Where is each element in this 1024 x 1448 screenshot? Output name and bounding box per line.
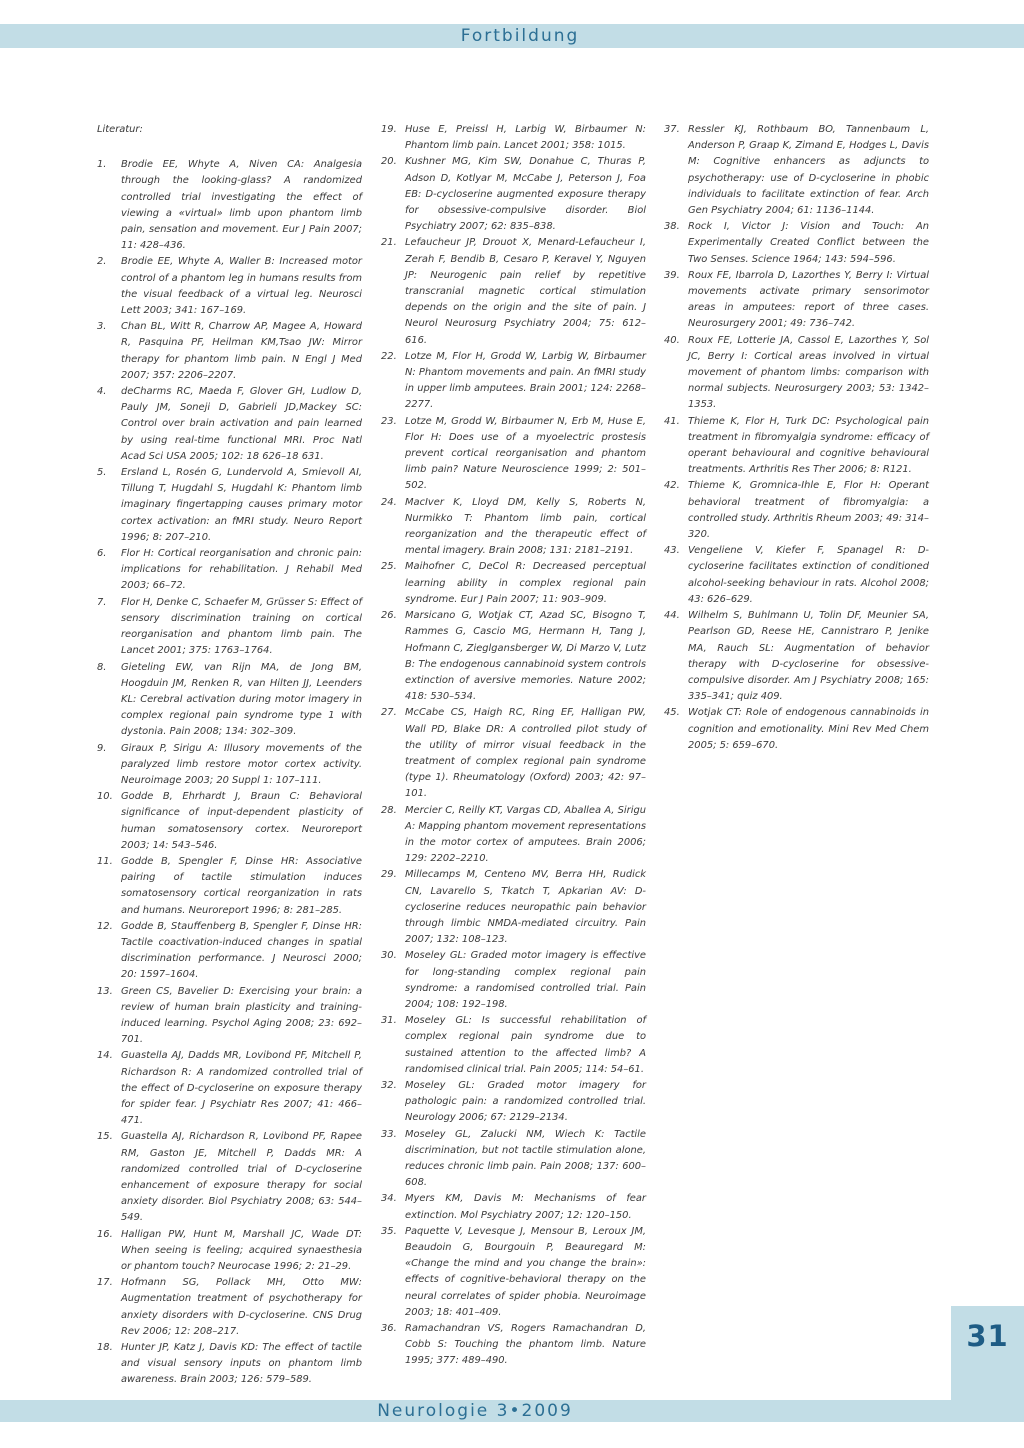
reference-item bbox=[97, 1048, 362, 1129]
reference-item bbox=[97, 854, 362, 919]
reference-text: Huse E, Preissl H, Larbig W, Birbaumer N: Phantom limb pain. Lancet 2001; 358: 1015. bbox=[405, 124, 646, 152]
reference-item bbox=[381, 235, 646, 348]
reference-text: Thieme K, Flor H, Turk DC: Psychological pain treatment in fibromyalgia syndrome: efficacy of operant behavioural and cognitive behavioural treatments. Arthritis Res Ther 2006; 8: R121. bbox=[688, 415, 929, 476]
references-column-2 bbox=[381, 122, 646, 1370]
reference-number: 15. bbox=[97, 1131, 113, 1143]
reference-text: Hunter JP, Katz J, Davis KD: The effect of tactile and visual sensory inputs on phantom limb awareness. Brain 2003; 126: 579–589. bbox=[121, 1342, 362, 1386]
reference-text: Flor H: Cortical reorganisation and chronic pain: implications for rehabilitation. J Rehabil Med 2003; 66–72. bbox=[121, 548, 362, 592]
reference-text: Godde B, Ehrhardt J, Braun C: Behavioral significance of input-dependent plasticity of human somatosensory cortex. Neuroreport 2003; 14: 543–546. bbox=[121, 791, 362, 851]
reference-number: 23. bbox=[381, 415, 397, 427]
reference-number: 2. bbox=[97, 256, 107, 268]
reference-number: 32. bbox=[381, 1079, 397, 1091]
reference-number: 8. bbox=[97, 661, 107, 673]
reference-item bbox=[381, 1191, 646, 1223]
reference-text: Moseley GL: Graded motor imagery for pathologic pain: a randomized controlled trial. Neurology 2006; 67: 2129–2134. bbox=[405, 1079, 646, 1124]
reference-text: Mercier C, Reilly KT, Vargas CD, Aballea A, Sirigu A: Mapping phantom movement representations in the motor cortex of amputees. Brain 2006; 129: 2202–2210. bbox=[405, 804, 646, 865]
reference-item bbox=[97, 919, 362, 984]
reference-number: 35. bbox=[381, 1225, 397, 1237]
references-column-3 bbox=[664, 122, 929, 754]
reference-text: Wotjak CT: Role of endogenous cannabinoids in cognition and emotionality. Mini Rev Med Chem 2005; 5: 659–670. bbox=[688, 707, 929, 751]
reference-item bbox=[664, 705, 929, 754]
reference-item bbox=[381, 414, 646, 495]
reference-number: 28. bbox=[381, 804, 397, 816]
references-column-1 bbox=[97, 122, 362, 1389]
reference-number: 16. bbox=[97, 1228, 113, 1240]
reference-item bbox=[664, 414, 929, 479]
reference-item bbox=[664, 543, 929, 608]
reference-text: Lefaucheur JP, Drouot X, Menard-Lefaucheur I, Zerah F, Bendib B, Cesaro P, Keravel Y, Nguyen JP: Neurogenic pain relief by repetitive transcranial magnetic cortical stimulation depends on the origin and the site of pain. J Neurol Neurosurg Psychiatry 2004; 75: 612–616. bbox=[405, 237, 646, 346]
reference-item bbox=[97, 546, 362, 595]
reference-text: Millecamps M, Centeno MV, Berra HH, Rudick CN, Lavarello S, Tkatch T, Apkarian AV: D-cycloserine reduces neuropathic pain behavior through limbic NMDA-mediated circuitry. Pain 2007; 132: 108–123. bbox=[405, 869, 646, 946]
reference-item bbox=[381, 1078, 646, 1127]
reference-item bbox=[664, 219, 929, 268]
reference-text: Halligan PW, Hunt M, Marshall JC, Wade DT: When seeing is feeling; acquired synaesthesia or phantom touch? Neurocase 1996; 2: 21–29. bbox=[121, 1228, 362, 1273]
reference-item bbox=[381, 867, 646, 948]
reference-text: Thieme K, Gromnica-Ihle E, Flor H: Operant behavioral treatment of fibromyalgia: a controlled study. Arthritis Rheum 2003; 49: 314–320. bbox=[688, 480, 929, 541]
reference-item bbox=[97, 157, 362, 254]
references-heading: Literatur: bbox=[97, 124, 143, 135]
reference-number: 30. bbox=[381, 950, 397, 962]
reference-item bbox=[97, 1275, 362, 1340]
footer-band bbox=[0, 1400, 1024, 1422]
reference-text: Paquette V, Levesque J, Mensour B, Leroux JM, Beaudoin G, Bourgouin P, Beauregard M: «Change the mind and you change the brain»: effects of cognitive-behavioral therapy on the neural correlates of spider phobia. Neuroimage 2003; 18: 401–409. bbox=[405, 1225, 646, 1318]
reference-text: Roux FE, Ibarrola D, Lazorthes Y, Berry I: Virtual movements activate primary sensorimotor areas in amputees: report of three cases. Neurosurgery 2001; 49: 736–742. bbox=[688, 269, 929, 330]
reference-text: Godde B, Stauffenberg B, Spengler F, Dinse HR: Tactile coactivation-induced changes in spatial discrimination performance. J Neurosci 2000; 20: 1597–1604. bbox=[121, 920, 362, 981]
reference-number: 12. bbox=[97, 920, 113, 932]
reference-number: 43. bbox=[664, 545, 680, 557]
reference-item bbox=[97, 384, 362, 465]
reference-text: Green CS, Bavelier D: Exercising your brain: a review of human brain plasticity and training-induced learning. Psychol Aging 2008; 23: 692–701. bbox=[121, 985, 362, 1046]
reference-text: MacIver K, Lloyd DM, Kelly S, Roberts N, Nurmikko T: Phantom limb pain, cortical reorganization and the therapeutic effect of mental imagery. Brain 2008; 131: 2181–2191. bbox=[405, 496, 646, 557]
page-number: 31 bbox=[966, 1319, 1009, 1353]
reference-item bbox=[381, 495, 646, 560]
reference-item bbox=[97, 254, 362, 319]
reference-text: Rock I, Victor J: Vision and Touch: An Experimentally Created Conflict between the Two Senses. Science 1964; 143: 594–596. bbox=[688, 221, 929, 265]
reference-text: Vengeliene V, Kiefer F, Spanagel R: D-cycloserine facilitates extinction of conditioned alcohol-seeking behaviour in rats. Alcohol 2008; 43: 626–629. bbox=[688, 545, 929, 605]
reference-number: 5. bbox=[97, 467, 107, 479]
reference-item bbox=[381, 349, 646, 414]
header-band bbox=[0, 24, 1024, 48]
reference-number: 10. bbox=[97, 791, 113, 803]
reference-item bbox=[381, 1127, 646, 1192]
reference-text: Marsicano G, Wotjak CT, Azad SC, Bisogno T, Rammes G, Cascio MG, Hermann H, Tang J, Hofmann C, Zieglgansberger W, Di Marzo V, Lutz B: The endogenous cannabinoid system controls extinction of aversive memories. Nature 2002; 418: 530–534. bbox=[405, 610, 646, 703]
reference-item bbox=[664, 122, 929, 219]
reference-number: 44. bbox=[664, 610, 680, 622]
reference-number: 24. bbox=[381, 496, 397, 508]
reference-text: McCabe CS, Haigh RC, Ring EF, Halligan PW, Wall PD, Blake DR: A controlled pilot study of the utility of mirror visual feedback in the treatment of complex regional pain syndrome (type 1). Rheumatology (Oxford) 2003; 42: 97–101. bbox=[405, 707, 646, 800]
reference-item bbox=[97, 789, 362, 854]
reference-text: Flor H, Denke C, Schaefer M, Grüsser S: Effect of sensory discrimination training on cortical reorganisation and phantom limb pain. The Lancet 2001; 375: 1763–1764. bbox=[121, 596, 362, 657]
reference-number: 41. bbox=[664, 415, 680, 427]
reference-text: Myers KM, Davis M: Mechanisms of fear extinction. Mol Psychiatry 2007; 12: 120–150. bbox=[405, 1193, 646, 1221]
reference-number: 45. bbox=[664, 707, 680, 719]
reference-item bbox=[97, 1129, 362, 1226]
reference-text: Ramachandran VS, Rogers Ramachandran D, Cobb S: Touching the phantom limb. Nature 1995; 377: 489–490. bbox=[405, 1323, 646, 1367]
reference-text: Moseley GL, Zalucki NM, Wiech K: Tactile discrimination, but not tactile stimulation alone, reduces chronic limb pain. Pain 2008; 137: 600–608. bbox=[405, 1128, 646, 1189]
reference-number: 26. bbox=[381, 610, 397, 622]
reference-text: Kushner MG, Kim SW, Donahue C, Thuras P, Adson D, Kotlyar M, McCabe J, Peterson J, Foa EB: D-cycloserine augmented exposure therapy for obsessive-compulsive disorder. Biol Psychiatry 2007; 62: 835–838. bbox=[405, 156, 646, 233]
reference-text: deCharms RC, Maeda F, Glover GH, Ludlow D, Pauly JM, Soneji D, Gabrieli JD,Mackey SC: Control over brain activation and pain learned by using real-time functional MRI. Proc Natl Acad Sci USA 2005; 102: 18 626–18 631. bbox=[121, 386, 362, 462]
reference-number: 20. bbox=[381, 156, 397, 168]
reference-number: 33. bbox=[381, 1128, 397, 1140]
reference-number: 6. bbox=[97, 548, 107, 560]
reference-item bbox=[381, 608, 646, 705]
reference-number: 21. bbox=[381, 237, 397, 249]
reference-text: Guastella AJ, Dadds MR, Lovibond PF, Mitchell P, Richardson R: A randomized controlled trial of the effect of D-cycloserine on exposure therapy for spider fear. J Psychiatr Res 2007; 41: 466–471. bbox=[121, 1050, 362, 1127]
page-number-block bbox=[951, 1306, 1024, 1400]
journal-issue: Neurologie 3•2009 bbox=[377, 1401, 573, 1421]
reference-text: Maihofner C, DeCol R: Decreased perceptual learning ability in complex regional pain syndrome. Eur J Pain 2007; 11: 903–909. bbox=[405, 561, 646, 605]
reference-item bbox=[97, 319, 362, 384]
reference-number: 42. bbox=[664, 480, 680, 492]
reference-text: Chan BL, Witt R, Charrow AP, Magee A, Howard R, Pasquina PF, Heilman KM,Tsao JW: Mirror therapy for phantom limb pain. N Engl J Med 2007; 357: 2206–2207. bbox=[121, 321, 362, 381]
reference-number: 7. bbox=[97, 596, 107, 608]
reference-number: 39. bbox=[664, 269, 680, 281]
reference-number: 4. bbox=[97, 386, 107, 398]
reference-number: 17. bbox=[97, 1277, 113, 1289]
reference-item bbox=[97, 595, 362, 660]
reference-text: Roux FE, Lotterie JA, Cassol E, Lazorthes Y, Sol JC, Berry I: Cortical areas involved in virtual movement of phantom limbs: comparison with normal subjects. Neurosurgery 2003; 53: 1342–1353. bbox=[688, 334, 929, 411]
reference-number: 19. bbox=[381, 124, 397, 135]
reference-item bbox=[381, 1013, 646, 1078]
reference-text: Hofmann SG, Pollack MH, Otto MW: Augmentation treatment of psychotherapy for anxiety disorders with D-cycloserine. CNS Drug Rev 2006; 12: 208–217. bbox=[121, 1277, 362, 1337]
reference-item bbox=[381, 705, 646, 802]
reference-item bbox=[97, 984, 362, 1049]
reference-item bbox=[381, 1224, 646, 1321]
reference-number: 34. bbox=[381, 1193, 397, 1205]
reference-text: Giraux P, Sirigu A: Illusory movements of the paralyzed limb restore motor cortex activity. Neuroimage 2003; 20 Suppl 1: 107–111. bbox=[121, 742, 362, 786]
reference-number: 40. bbox=[664, 334, 680, 346]
reference-number: 29. bbox=[381, 869, 397, 881]
reference-text: Ressler KJ, Rothbaum BO, Tannenbaum L, Anderson P, Graap K, Zimand E, Hodges L, Davis M: Cognitive enhancers as adjuncts to psychotherapy: use of D-cycloserine in phobic individuals to facilitate extinction of fear. Arch Gen Psychiatry 2004; 61: 1136–1144. bbox=[688, 124, 929, 217]
reference-text: Gieteling EW, van Rijn MA, de Jong BM, Hoogduin JM, Renken R, van Hilten JJ, Leenders KL: Cerebral activation during motor imagery in complex regional pain syndrome type 1 with dystonia. Pain 2008; 134: 302–309. bbox=[121, 661, 362, 738]
reference-number: 13. bbox=[97, 985, 113, 997]
reference-number: 22. bbox=[381, 350, 397, 362]
reference-number: 31. bbox=[381, 1015, 397, 1027]
reference-number: 14. bbox=[97, 1050, 113, 1062]
reference-item bbox=[381, 948, 646, 1013]
reference-text: Brodie EE, Whyte A, Niven CA: Analgesia through the looking-glass? A randomized controlled trial investigating the effect of viewing a «virtual» limb upon phantom limb pain, sensation and movement. Eur J Pain 2007; 11: 428–436. bbox=[121, 159, 362, 252]
reference-item bbox=[97, 465, 362, 546]
reference-item bbox=[664, 608, 929, 705]
reference-item bbox=[381, 559, 646, 608]
reference-number: 1. bbox=[97, 159, 107, 171]
reference-text: Wilhelm S, Buhlmann U, Tolin DF, Meunier SA, Pearlson GD, Reese HE, Cannistraro P, Jenike MA, Rauch SL: Augmentation of behavior therapy with D-cycloserine for obsessive-compulsive disorder. Am J Psychiatry 2008; 165: 335–341; quiz 409. bbox=[688, 610, 929, 703]
reference-item bbox=[664, 478, 929, 543]
reference-text: Lotze M, Grodd W, Birbaumer N, Erb M, Huse E, Flor H: Does use of a myoelectric prostesis prevent cortical reorganisation and phantom limb pain? Nature Neuroscience 1999; 2: 501–502. bbox=[405, 415, 646, 492]
reference-text: Lotze M, Flor H, Grodd W, Larbig W, Birbaumer N: Phantom movements and pain. An fMRI study in upper limb amputees. Brain 2001; 124: 2268–2277. bbox=[405, 350, 646, 411]
reference-number: 36. bbox=[381, 1323, 397, 1335]
reference-item bbox=[97, 741, 362, 790]
reference-text: Brodie EE, Whyte A, Waller B: Increased motor control of a phantom leg in humans results from the visual feedback of a virtual leg. Neurosci Lett 2003; 341: 167–169. bbox=[121, 256, 362, 317]
reference-number: 37. bbox=[664, 124, 680, 135]
reference-item bbox=[97, 660, 362, 741]
reference-text: Moseley GL: Graded motor imagery is effective for long-standing complex regional pain syndrome: a randomised controlled trial. Pain 2004; 108: 192–198. bbox=[405, 950, 646, 1010]
reference-item bbox=[381, 1321, 646, 1370]
reference-text: Godde B, Spengler F, Dinse HR: Associative pairing of tactile stimulation induces somatosensory cortical reorganization in rats and humans. Neuroreport 1996; 8: 281–285. bbox=[121, 855, 362, 916]
reference-number: 25. bbox=[381, 561, 397, 573]
reference-item bbox=[381, 803, 646, 868]
reference-number: 27. bbox=[381, 707, 397, 719]
reference-item bbox=[664, 268, 929, 333]
reference-item bbox=[381, 154, 646, 235]
section-title: Fortbildung bbox=[460, 26, 580, 46]
reference-item bbox=[97, 1340, 362, 1389]
reference-item bbox=[664, 333, 929, 414]
reference-text: Moseley GL: Is successful rehabilitation of complex regional pain syndrome due to sustained attention to the affected limb? A randomised clinical trial. Pain 2005; 114: 54–61. bbox=[405, 1015, 646, 1075]
reference-text: Ersland L, Rosén G, Lundervold A, Smievoll AI, Tillung T, Hugdahl S, Hugdahl K: Phantom limb imaginary fingertapping causes primary motor cortex activation: an fMRI study. Neuro Report 1996; 8: 207–210. bbox=[121, 467, 362, 543]
reference-number: 11. bbox=[97, 855, 113, 867]
reference-number: 9. bbox=[97, 742, 107, 754]
reference-item bbox=[97, 1227, 362, 1276]
reference-number: 18. bbox=[97, 1342, 113, 1354]
reference-text: Guastella AJ, Richardson R, Lovibond PF, Rapee RM, Gaston JE, Mitchell P, Dadds MR: A randomized controlled trial of D-cycloserine enhancement of exposure therapy for social anxiety disorder. Biol Psychiatry 2008; 63: 544–549. bbox=[121, 1131, 362, 1224]
reference-number: 3. bbox=[97, 321, 107, 333]
reference-item bbox=[381, 122, 646, 154]
reference-number: 38. bbox=[664, 221, 680, 233]
